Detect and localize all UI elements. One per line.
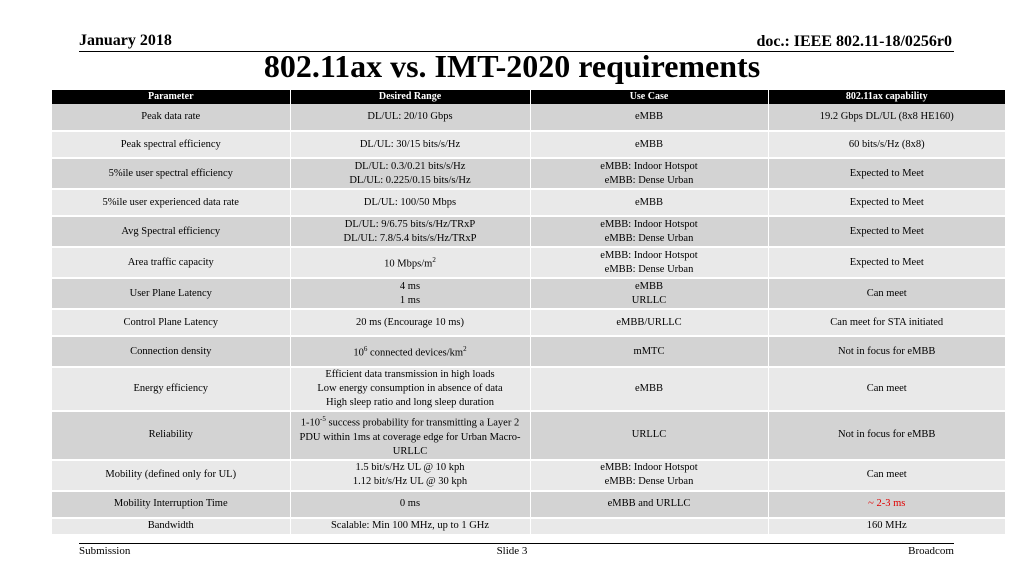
- cell-parameter: [52, 216, 290, 247]
- cell-capability: [768, 158, 1005, 189]
- header-capability: 802.11ax capability: [768, 90, 1005, 104]
- use-case-line: eMBB: Dense Urban: [604, 476, 694, 487]
- cell-capability: [768, 278, 1005, 309]
- use-case-line: eMBB: Indoor Hotspot: [600, 249, 698, 261]
- use-case-line: URLLC: [631, 429, 667, 441]
- parameter-line: Bandwidth: [147, 520, 194, 531]
- requirements-table: [52, 90, 1005, 536]
- table-row: [52, 491, 1005, 518]
- header-doc-id: doc.: IEEE 802.11-18/0256r0: [756, 33, 952, 50]
- capability-line: ~ 2-3 ms: [868, 498, 906, 509]
- use-case-line: eMBB: [634, 111, 663, 122]
- range-line: 1 ms: [399, 294, 421, 306]
- use-case-line: eMBB: [634, 196, 663, 208]
- range-text: success probability for transmitting a Layer 2 PDU within 1ms at coverage edge for Urban Macro-URLLC: [299, 417, 521, 457]
- range-line: DL/UL: 7.8/5.4 bits/s/Hz/TRxP: [343, 232, 477, 244]
- capability-line: 60 bits/s/Hz (8x8): [848, 138, 925, 150]
- range-line: 20 ms (Encourage 10 ms): [356, 316, 464, 328]
- table-row: [52, 460, 1005, 491]
- capability-line: 19.2 Gbps DL/UL (8x8 HE160): [819, 111, 954, 122]
- cell-capability: [768, 104, 1005, 131]
- cell-parameter: [52, 278, 290, 309]
- cell-parameter: [52, 104, 290, 131]
- table-row: [52, 131, 1005, 158]
- table-row: [52, 247, 1005, 278]
- cell-parameter: [52, 491, 290, 518]
- use-case-line: eMBB: Dense Urban: [604, 232, 694, 244]
- cell-use-case: [530, 460, 768, 491]
- use-case-line: eMBB/URLLC: [616, 316, 682, 328]
- cell-capability: [768, 460, 1005, 491]
- table-row: [52, 411, 1005, 460]
- table-row: [52, 309, 1005, 336]
- parameter-line: Connection density: [130, 345, 212, 357]
- cell-use-case: [530, 336, 768, 367]
- cell-use-case: [530, 491, 768, 518]
- footer-submission: Submission: [79, 545, 131, 557]
- cell-use-case: [530, 367, 768, 411]
- slide-title: 802.11ax vs. IMT-2020 requirements: [263, 48, 761, 84]
- range-line: 1.5 bit/s/Hz UL @ 10 kph: [355, 462, 465, 473]
- range-line: 0 ms: [399, 498, 421, 509]
- cell-capability: [768, 336, 1005, 367]
- cell-parameter: [52, 158, 290, 189]
- cell-desired-range: [290, 247, 530, 278]
- table-row: [52, 189, 1005, 216]
- cell-desired-range: [290, 216, 530, 247]
- range-line: DL/UL: 20/10 Gbps: [367, 111, 453, 122]
- cell-parameter: [52, 411, 290, 460]
- use-case-line: eMBB: [634, 383, 663, 394]
- parameter-line: Mobility (defined only for UL): [105, 469, 237, 480]
- parameter-line: Energy efficiency: [133, 383, 209, 394]
- cell-use-case: [530, 309, 768, 336]
- use-case-line: eMBB: [634, 138, 663, 150]
- cell-parameter: [52, 336, 290, 367]
- cell-parameter: [52, 518, 290, 535]
- parameter-line: Peak spectral efficiency: [120, 138, 221, 150]
- cell-desired-range: [290, 336, 530, 367]
- header-parameter: Parameter: [52, 90, 290, 104]
- cell-desired-range: [290, 131, 530, 158]
- capability-line: Expected to Meet: [849, 225, 924, 237]
- cell-desired-range: [290, 460, 530, 491]
- range-line: Low energy consumption in absence of data: [317, 383, 503, 394]
- capability-line: Can meet: [866, 383, 907, 394]
- table-row: [52, 158, 1005, 189]
- capability-line: Expected to Meet: [849, 167, 924, 179]
- range-line: Efficient data transmission in high loads: [325, 369, 495, 380]
- cell-desired-range: [290, 158, 530, 189]
- footer-company: Broadcom: [908, 545, 954, 557]
- use-case-line: eMBB: Indoor Hotspot: [600, 462, 698, 473]
- use-case-line: eMBB: Dense Urban: [604, 174, 694, 186]
- footer-slide-number: Slide 3: [496, 545, 528, 557]
- cell-desired-range: [290, 518, 530, 535]
- cell-use-case: [530, 411, 768, 460]
- capability-line: Expected to Meet: [849, 196, 924, 208]
- range-line: High sleep ratio and long sleep duration: [326, 397, 494, 408]
- table-row: [52, 104, 1005, 131]
- use-case-line: eMBB: Indoor Hotspot: [600, 218, 698, 230]
- cell-capability: [768, 518, 1005, 535]
- range-prefix-superscript: 6: [363, 345, 368, 354]
- range-superscript: 2: [463, 345, 467, 354]
- cell-desired-range: [290, 367, 530, 411]
- parameter-line: 5%ile user experienced data rate: [102, 196, 239, 208]
- table-header-row: [52, 90, 1005, 104]
- capability-line: Can meet: [866, 469, 907, 480]
- capability-line: Can meet for STA initiated: [830, 316, 944, 328]
- cell-capability: [768, 247, 1005, 278]
- cell-capability: [768, 411, 1005, 460]
- cell-desired-range: [290, 278, 530, 309]
- parameter-line: Avg Spectral efficiency: [121, 225, 221, 237]
- cell-parameter: [52, 189, 290, 216]
- footer-rule: [79, 543, 954, 544]
- table-row: [52, 336, 1005, 367]
- range-line: Scalable: Min 100 MHz, up to 1 GHz: [330, 520, 490, 531]
- capability-line: Not in focus for eMBB: [838, 345, 936, 357]
- cell-capability: [768, 131, 1005, 158]
- cell-desired-range: [290, 104, 530, 131]
- parameter-line: User Plane Latency: [129, 287, 212, 299]
- table-row: [52, 367, 1005, 411]
- cell-capability: [768, 309, 1005, 336]
- use-case-line: eMBB: Indoor Hotspot: [600, 160, 698, 172]
- cell-use-case: [530, 104, 768, 131]
- cell-use-case: [530, 131, 768, 158]
- table-row: [52, 278, 1005, 309]
- capability-line: Not in focus for eMBB: [838, 429, 936, 441]
- range-prefix-superscript: -5: [320, 415, 326, 423]
- range-line: DL/UL: 0.3/0.21 bits/s/Hz: [354, 160, 466, 172]
- use-case-line: eMBB and URLLC: [607, 498, 691, 509]
- use-case-line: eMBB: Dense Urban: [604, 263, 694, 275]
- cell-desired-range: [290, 189, 530, 216]
- header-desired-range: Desired Range: [290, 90, 530, 104]
- range-prefix: 1-10: [300, 417, 321, 429]
- range-prefix: 10: [353, 347, 364, 359]
- cell-parameter: [52, 247, 290, 278]
- range-text: 10 Mbps/m: [384, 258, 433, 270]
- range-line: DL/UL: 100/50 Mbps: [363, 196, 457, 208]
- range-text: connected devices/km: [367, 347, 464, 359]
- parameter-line: Control Plane Latency: [123, 316, 218, 328]
- table-row: [52, 216, 1005, 247]
- cell-use-case: [530, 158, 768, 189]
- parameter-line: Peak data rate: [141, 111, 201, 122]
- header-date: January 2018: [79, 32, 172, 49]
- parameter-line: 5%ile user spectral efficiency: [108, 167, 233, 179]
- capability-line: 160 MHz: [866, 520, 907, 531]
- range-line: DL/UL: 30/15 bits/s/Hz: [359, 138, 461, 150]
- header-use-case: Use Case: [530, 90, 768, 104]
- cell-parameter: [52, 460, 290, 491]
- cell-use-case: [530, 247, 768, 278]
- cell-use-case: [530, 189, 768, 216]
- parameter-line: Area traffic capacity: [127, 256, 214, 268]
- cell-parameter: [52, 131, 290, 158]
- use-case-line: eMBB: [634, 280, 663, 292]
- cell-capability: [768, 189, 1005, 216]
- cell-desired-range: [290, 309, 530, 336]
- range-line: DL/UL: 9/6.75 bits/s/Hz/TRxP: [344, 218, 476, 230]
- cell-desired-range: [290, 491, 530, 518]
- table-row: [52, 518, 1005, 535]
- parameter-line: Mobility Interruption Time: [113, 498, 228, 509]
- cell-parameter: [52, 367, 290, 411]
- cell-use-case: [530, 518, 768, 535]
- cell-capability: [768, 216, 1005, 247]
- use-case-line: URLLC: [631, 294, 667, 306]
- range-superscript: 2: [432, 256, 436, 265]
- cell-capability: [768, 491, 1005, 518]
- cell-use-case: [530, 278, 768, 309]
- cell-use-case: [530, 216, 768, 247]
- cell-parameter: [52, 309, 290, 336]
- parameter-line: Reliability: [148, 429, 193, 441]
- range-line: DL/UL: 0.225/0.15 bits/s/Hz: [349, 174, 471, 186]
- cell-desired-range: [290, 411, 530, 460]
- range-line: 4 ms: [399, 280, 421, 292]
- capability-line: Can meet: [866, 287, 907, 299]
- capability-line: Expected to Meet: [849, 256, 924, 268]
- use-case-line: mMTC: [633, 345, 665, 357]
- cell-capability: [768, 367, 1005, 411]
- range-line: 1.12 bit/s/Hz UL @ 30 kph: [352, 476, 468, 487]
